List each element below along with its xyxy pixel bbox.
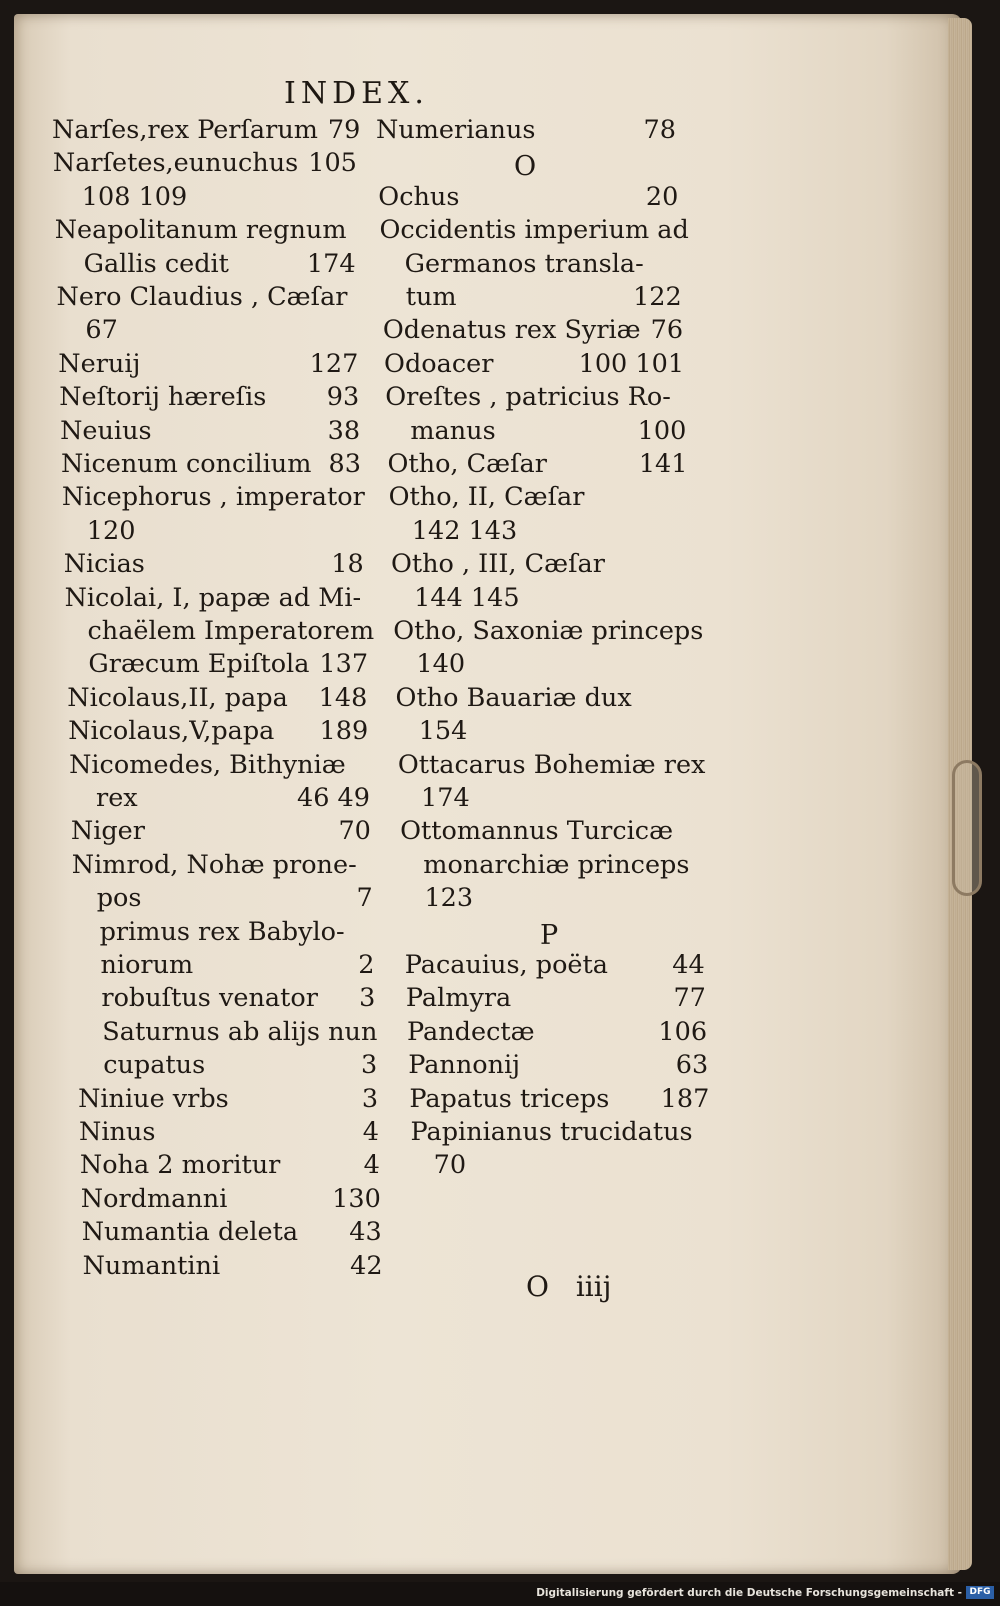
dfg-logo: DFG <box>966 1586 994 1599</box>
entry-page: 127 <box>309 348 359 379</box>
entry-label: Otho, Saxoniæ princeps <box>393 616 704 646</box>
entry-label: monarchiæ princeps <box>423 849 690 880</box>
index-entry <box>69 749 369 780</box>
entry-label: Oreſtes , patricius Ro- <box>385 382 671 413</box>
entry-label: Narſes,rex Perſarum <box>52 115 318 145</box>
entry-label: tum <box>405 282 457 312</box>
index-entry <box>81 181 354 212</box>
index-entry <box>87 616 375 646</box>
entry-label: Nicomedes, Bithyniæ <box>69 749 346 780</box>
entry-page: 20 <box>645 181 679 212</box>
index-entry <box>400 816 700 847</box>
entry-page: 122 <box>633 282 682 312</box>
entry-label: Odoacer <box>384 348 494 379</box>
entry-label: Palmyra <box>405 983 512 1014</box>
entry-label: Occidentis imperium ad <box>379 215 689 246</box>
entry-label: Nero Claudius , Cæſar <box>56 282 348 312</box>
index-entry <box>404 248 681 279</box>
index-entry <box>376 115 676 145</box>
entry-label: Ottacarus Bohemiæ rex <box>397 749 706 780</box>
index-entry <box>382 315 684 346</box>
entry-label: Neapolitanum regnum <box>54 215 347 246</box>
entry-label: Nicias <box>63 549 145 580</box>
index-entry <box>433 1150 712 1181</box>
entry-label: Otho, Cæſar <box>387 449 547 479</box>
index-entry <box>395 682 696 713</box>
index-entry <box>101 983 376 1014</box>
entry-label: Ninus <box>79 1117 156 1147</box>
index-entry <box>414 582 692 613</box>
entry-page: 78 <box>643 115 676 145</box>
index-entry <box>99 916 374 947</box>
index-entry <box>52 115 361 145</box>
entry-label: Neuius <box>60 415 152 446</box>
index-entry <box>70 816 371 847</box>
index-entry <box>379 215 689 246</box>
entry-page: 3 <box>360 1050 378 1081</box>
entry-page: 2 <box>358 950 375 980</box>
entry-label: pos <box>96 883 142 914</box>
entry-label: Papinianus trucidatus <box>410 1117 693 1147</box>
entry-label: 174 <box>421 783 470 813</box>
index-entry <box>52 148 357 179</box>
index-entry <box>102 1016 378 1047</box>
entry-page: 43 <box>349 1217 382 1248</box>
entry-label: Papatus triceps <box>409 1083 610 1114</box>
entry-label: Gallis cedit <box>83 248 229 279</box>
index-entry <box>81 1217 382 1248</box>
index-entry <box>63 549 364 580</box>
page-title: INDEX. <box>284 76 429 111</box>
index-entry <box>423 849 701 880</box>
index-entry <box>60 415 361 446</box>
index-entry <box>397 749 706 780</box>
index-entry <box>83 248 356 279</box>
entry-label: manus <box>410 415 496 446</box>
entry-label: Nicenum concilium <box>61 449 312 479</box>
index-entry <box>387 449 688 479</box>
index-entry <box>82 1250 383 1281</box>
index-entry <box>96 883 373 914</box>
entry-label: primus rex Babylo- <box>99 916 345 947</box>
entry-page: 4 <box>363 1150 380 1181</box>
index-entry <box>393 616 704 646</box>
index-entry <box>388 482 689 513</box>
entry-label: Niger <box>70 816 145 847</box>
entry-label: Pannonij <box>408 1050 521 1081</box>
entry-page: 130 <box>332 1183 381 1214</box>
entry-label: 70 <box>433 1150 467 1181</box>
index-entry <box>378 181 679 212</box>
entry-page: 174 <box>306 248 356 279</box>
index-entry <box>416 649 694 680</box>
entry-label: Numerianus <box>376 115 536 145</box>
entry-label: robuſtus venator <box>101 983 318 1014</box>
entry-page: 187 <box>660 1083 710 1114</box>
entry-page: 42 <box>350 1250 383 1281</box>
entry-page: 100 <box>637 415 687 446</box>
index-entry <box>79 1150 380 1181</box>
index-entry <box>67 682 368 713</box>
entry-page: 3 <box>359 983 376 1014</box>
index-entry <box>61 482 365 513</box>
entry-page: 189 <box>319 716 369 747</box>
entry-label: chaëlem Imperatorem <box>87 616 375 646</box>
index-entry <box>418 716 697 747</box>
entry-label: 123 <box>424 883 474 914</box>
entry-label: Otho Bauariæ dux <box>395 682 632 713</box>
index-entry <box>100 950 375 980</box>
entry-page: 18 <box>331 549 364 580</box>
book-clasp <box>952 760 982 896</box>
entry-page: 79 <box>327 115 361 145</box>
entry-page: 100 101 <box>578 348 685 379</box>
index-entry <box>54 215 355 246</box>
entry-label: 108 109 <box>81 181 188 212</box>
entry-label: Numantini <box>82 1250 221 1281</box>
entry-label: 144 145 <box>414 582 520 613</box>
entry-label: Niniue vrbs <box>78 1083 229 1114</box>
entry-page: 46 49 <box>296 783 370 813</box>
entry-label: Ottomannus Turcicæ <box>400 816 674 847</box>
entry-page: 141 <box>638 449 688 479</box>
index-entry <box>409 1083 710 1114</box>
entry-page: 63 <box>675 1050 709 1081</box>
entry-page: 3 <box>361 1083 379 1114</box>
entry-label: Pandectæ <box>407 1016 535 1047</box>
entry-label: 142 143 <box>411 515 518 546</box>
entry-page: 106 <box>658 1016 708 1047</box>
entry-label: Germanos transla- <box>404 248 644 279</box>
entry-label: Saturnus ab alijs nun <box>102 1016 378 1047</box>
index-entry <box>64 582 365 613</box>
index-entry <box>61 449 361 479</box>
entry-label: Noha 2 moritur <box>79 1150 281 1181</box>
entry-label: Pacauius, poëta <box>404 950 608 980</box>
entry-label: Nicephorus , imperator <box>61 482 365 513</box>
index-entry <box>96 783 370 813</box>
entry-label: Græcum Epiſtola <box>88 649 310 680</box>
entry-label: Nicolaus,V,papa <box>68 716 275 747</box>
entry-label: niorum <box>100 950 194 980</box>
entry-label: 67 <box>85 315 118 346</box>
entry-label: Neruij <box>58 348 141 379</box>
signature-mark: O iiij <box>526 1270 612 1303</box>
index-entry <box>80 1183 381 1214</box>
entry-label: 140 <box>416 649 466 680</box>
entry-page: 83 <box>328 449 361 479</box>
index-entry <box>58 348 359 379</box>
index-entry <box>85 315 357 346</box>
entry-page: 76 <box>650 315 684 346</box>
entry-page: 148 <box>318 682 368 713</box>
entry-label: Narſetes,eunuchus <box>52 148 299 179</box>
index-entry <box>405 983 706 1014</box>
index-entry <box>56 282 357 312</box>
index-entry <box>390 549 691 580</box>
entry-page: 137 <box>319 649 369 680</box>
index-entry <box>408 1050 709 1081</box>
entry-label: Nicolai, I, papæ ad Mi- <box>64 582 362 613</box>
entry-label: 120 <box>86 515 136 546</box>
index-entry <box>78 1083 379 1114</box>
entry-label: Otho, II, Cæſar <box>388 482 585 513</box>
entry-page: 77 <box>673 983 706 1014</box>
entry-label: cupatus <box>103 1050 206 1081</box>
entry-label: Neſtorij hæreſis <box>59 382 267 413</box>
index-entry <box>59 382 360 413</box>
entry-label: Numantia deleta <box>81 1217 299 1248</box>
section-letter: O <box>514 151 537 183</box>
index-entry <box>407 1016 708 1047</box>
entry-label: Ochus <box>378 181 460 212</box>
index-entry <box>424 883 702 914</box>
entry-page: 44 <box>672 950 705 980</box>
index-entry <box>86 515 363 546</box>
entry-page: 7 <box>356 883 373 914</box>
index-entry <box>405 282 682 312</box>
entry-label: rex <box>96 783 138 813</box>
index-entry <box>71 849 372 880</box>
index-entry <box>410 1117 711 1147</box>
entry-page: 93 <box>326 382 360 413</box>
index-entry <box>68 716 369 747</box>
entry-label: Otho , III, Cæſar <box>390 549 605 580</box>
index-entry <box>411 515 690 546</box>
index-entry <box>384 348 685 379</box>
section-letter: P <box>540 919 559 951</box>
entry-page: 70 <box>338 816 371 847</box>
index-entry <box>385 382 685 413</box>
entry-label: 154 <box>418 716 468 747</box>
index-entry <box>103 1050 378 1081</box>
digitization-credit: Digitalisierung gefördert durch die Deutsche Forschungsgemeinschaft - <box>536 1587 962 1599</box>
entry-label: Odenatus rex Syriæ <box>382 315 641 346</box>
entry-page: 38 <box>327 415 361 446</box>
entry-label: Nicolaus,II, papa <box>67 682 288 713</box>
entry-page: 105 <box>308 148 357 179</box>
entry-label: Nordmanni <box>80 1183 228 1214</box>
entry-page: 4 <box>362 1117 379 1147</box>
index-entry <box>88 649 369 680</box>
entry-label: Nimrod, Nohæ prone- <box>71 849 357 880</box>
index-entry <box>410 415 687 446</box>
index-entry <box>421 783 699 813</box>
index-entry <box>404 950 705 980</box>
index-entry <box>79 1117 379 1147</box>
